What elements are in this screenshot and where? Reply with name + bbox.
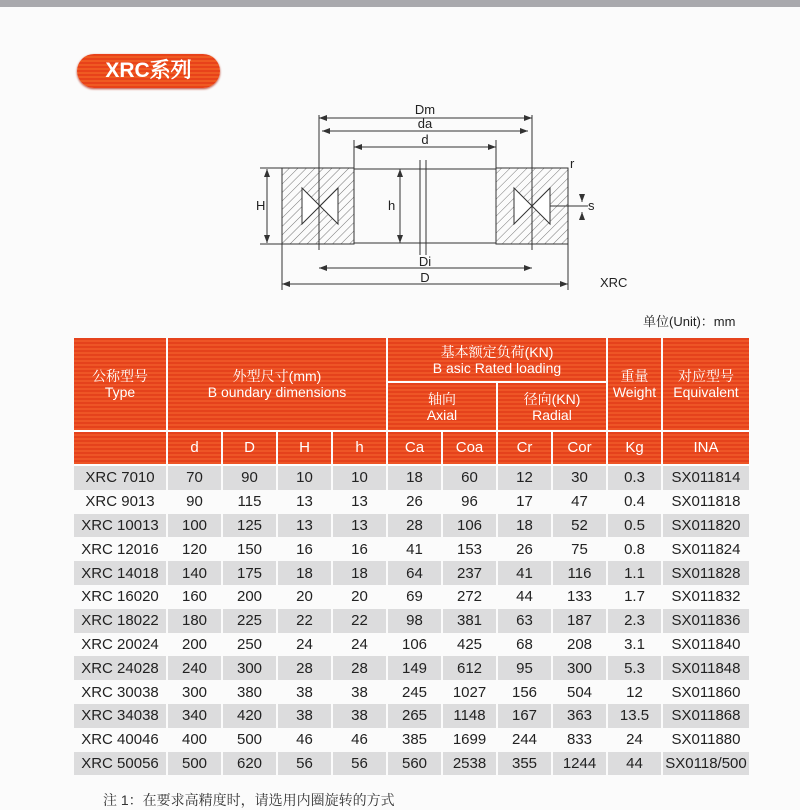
table-cell: 13: [278, 514, 331, 538]
table-row: [74, 752, 749, 776]
table-cell: 63: [498, 609, 551, 633]
table-row: [74, 633, 749, 657]
label-Di: Di: [418, 254, 432, 269]
table-cell: 10: [278, 466, 331, 490]
header-type: 公称型号 Type: [74, 338, 166, 432]
table-cell: 420: [223, 704, 276, 728]
table-row: [74, 609, 749, 633]
table-cell: 64: [388, 561, 441, 585]
table-cell: 22: [278, 609, 331, 633]
table-cell: 106: [401, 635, 428, 653]
table-cell: 363: [553, 704, 606, 728]
table-cell: 385: [401, 731, 428, 749]
table-row: [74, 537, 749, 561]
table-row: [74, 656, 749, 680]
table-cell: 240: [168, 656, 221, 680]
table-cell: 38: [333, 704, 386, 728]
table-cell: XRC 10013: [74, 514, 166, 538]
table-cell: 13.5: [608, 704, 661, 728]
table-cell: 10: [333, 466, 386, 490]
table-cell: 175: [223, 561, 276, 585]
table-cell: 28: [388, 514, 441, 538]
subheader-blank: [74, 432, 166, 466]
subheader-ca: Ca: [388, 432, 441, 466]
table-cell: 225: [223, 609, 276, 633]
table-cell: SX011818: [671, 493, 741, 511]
table-cell: 612: [443, 656, 496, 680]
subheader-d: d: [168, 432, 221, 466]
label-r: r: [570, 156, 575, 171]
table-cell: 2.3: [608, 609, 661, 633]
table-cell: 0.3: [608, 466, 661, 490]
subheader-h: h: [333, 432, 386, 466]
label-H: H: [256, 198, 266, 213]
table-row: [74, 704, 749, 728]
table-cell: 24: [296, 635, 313, 653]
table-cell: SX011840: [671, 635, 741, 653]
bearing-cross-section-diagram: [240, 90, 640, 300]
table-cell: 3.1: [624, 635, 645, 653]
table-cell: SX011832: [671, 588, 741, 606]
table-cell: 52: [553, 514, 606, 538]
table-cell: XRC 40046: [81, 731, 159, 749]
table-cell: 18: [388, 466, 441, 490]
table-cell: 340: [168, 704, 221, 728]
table-cell: 425: [456, 635, 483, 653]
table-cell: 560: [388, 752, 441, 776]
table-cell: 44: [608, 752, 661, 776]
header-equivalent: 对应型号 Equivalent: [663, 338, 749, 432]
table-cell: 56: [278, 752, 331, 776]
table-cell: 160: [181, 588, 208, 606]
table-cell: 13: [296, 493, 313, 511]
table-cell: 200: [181, 635, 208, 653]
label-s: s: [588, 198, 595, 213]
table-cell: XRC 18022: [74, 609, 166, 633]
table-cell: 13: [333, 514, 386, 538]
table-cell: 20: [296, 588, 313, 606]
subheader-coa: Coa: [443, 432, 496, 466]
table-cell: 22: [333, 609, 386, 633]
table-cell: 98: [388, 609, 441, 633]
table-cell: 140: [168, 561, 221, 585]
table-cell: 1027: [452, 683, 487, 701]
label-dm: Dm: [414, 102, 436, 117]
table-cell: 355: [498, 752, 551, 776]
table-cell: 300: [553, 656, 606, 680]
header-load: 基本额定负荷(KN) B asic Rated loading: [388, 338, 606, 383]
table-cell: 12: [626, 683, 643, 701]
table-cell: 500: [168, 752, 221, 776]
unit-label: 单位(Unit)：mm: [643, 314, 736, 329]
table-cell: 46: [296, 731, 313, 749]
table-row: [74, 466, 749, 490]
subheader-ina: INA: [663, 432, 749, 466]
table-cell: 244: [511, 731, 538, 749]
table-cell: 90: [186, 493, 203, 511]
table-cell: XRC 50056: [74, 752, 166, 776]
table-cell: 116: [553, 561, 606, 585]
table-cell: 18: [498, 514, 551, 538]
table-cell: 115: [237, 493, 262, 511]
table-cell: XRC 7010: [74, 466, 166, 490]
table-cell: 380: [236, 683, 263, 701]
table-cell: 245: [401, 683, 428, 701]
table-row: [74, 680, 749, 704]
table-cell: 265: [388, 704, 441, 728]
table-cell: 300: [223, 656, 276, 680]
table-cell: 56: [333, 752, 386, 776]
table-cell: 18: [278, 561, 331, 585]
table-cell: SX011814: [663, 466, 749, 490]
footnote: 注 1：在要求高精度时，请选用内圈旋转的方式: [103, 792, 395, 808]
table-cell: 70: [168, 466, 221, 490]
table-cell: 120: [181, 540, 208, 558]
table-cell: 20: [351, 588, 368, 606]
table-cell: 5.3: [608, 656, 661, 680]
table-row: [74, 728, 749, 752]
table-cell: 38: [278, 704, 331, 728]
table-cell: XRC 34038: [74, 704, 166, 728]
table-cell: 28: [333, 656, 386, 680]
table-row: [74, 585, 749, 609]
table-row: [74, 561, 749, 585]
label-h: h: [388, 198, 396, 213]
table-cell: 620: [223, 752, 276, 776]
table-cell: 1148: [443, 704, 496, 728]
table-cell: 300: [181, 683, 208, 701]
table-cell: 16: [296, 540, 313, 558]
table-cell: 17: [516, 493, 533, 511]
table-cell: 44: [516, 588, 533, 606]
section-title: XRC系列: [77, 54, 220, 88]
table-cell: 0.8: [624, 540, 645, 558]
table-cell: 0.5: [608, 514, 661, 538]
table-cell: 250: [236, 635, 263, 653]
table-cell: 24: [351, 635, 368, 653]
table-cell: XRC 14018: [74, 561, 166, 585]
table-cell: 41: [498, 561, 551, 585]
table-cell: 381: [443, 609, 496, 633]
table-cell: 13: [351, 493, 368, 511]
table-cell: XRC 9013: [85, 493, 155, 511]
table-cell: 2538: [443, 752, 496, 776]
header-axial: 轴向 Axial: [388, 383, 496, 432]
table-cell: SX011880: [671, 731, 741, 749]
table-cell: 24: [626, 731, 643, 749]
table-cell: 90: [223, 466, 276, 490]
table-row: [74, 490, 749, 514]
table-cell: 0.4: [624, 493, 645, 511]
header-boundary: 外型尺寸(mm) B oundary dimensions: [168, 338, 386, 432]
table-cell: 153: [456, 540, 483, 558]
table-cell: 149: [388, 656, 441, 680]
table-cell: 26: [516, 540, 533, 558]
table-cell: 125: [223, 514, 276, 538]
table-cell: SX011868: [663, 704, 749, 728]
table-cell: 1.1: [608, 561, 661, 585]
table-cell: 16: [351, 540, 368, 558]
table-cell: SX011848: [663, 656, 749, 680]
table-cell: 500: [236, 731, 263, 749]
table-cell: 237: [443, 561, 496, 585]
table-cell: 47: [571, 493, 588, 511]
table-cell: 96: [461, 493, 478, 511]
table-cell: 180: [168, 609, 221, 633]
table-cell: XRC 16020: [81, 588, 159, 606]
table-cell: 150: [236, 540, 263, 558]
table-cell: 133: [566, 588, 593, 606]
table-cell: 504: [566, 683, 593, 701]
table-cell: 41: [406, 540, 423, 558]
table-cell: 167: [498, 704, 551, 728]
table-cell: XRC 24028: [74, 656, 166, 680]
table-cell: 833: [566, 731, 593, 749]
subheader-cor: Cor: [553, 432, 606, 466]
subheader-kg: Kg: [608, 432, 661, 466]
table-cell: 272: [456, 588, 483, 606]
table-cell: 60: [443, 466, 496, 490]
table-cell: 1699: [452, 731, 487, 749]
table-cell: XRC 20024: [81, 635, 159, 653]
table-cell: 200: [236, 588, 263, 606]
table-cell: 400: [181, 731, 208, 749]
table-cell: 1244: [553, 752, 606, 776]
table-cell: SX011828: [663, 561, 749, 585]
table-cell: 28: [278, 656, 331, 680]
top-bar: [0, 0, 800, 7]
subheader-d: D: [223, 432, 276, 466]
subheader-h: H: [278, 432, 331, 466]
table-cell: 69: [406, 588, 423, 606]
table-cell: 68: [516, 635, 533, 653]
table-cell: SX0118/500: [663, 752, 749, 776]
header-radial: 径向(KN) Radial: [498, 383, 606, 432]
table-cell: 18: [333, 561, 386, 585]
table-cell: 100: [168, 514, 221, 538]
table-cell: SX011860: [671, 683, 741, 701]
header-weight: 重量 Weight: [608, 338, 661, 432]
table-cell: 12: [498, 466, 551, 490]
label-d: d: [421, 132, 429, 147]
table-cell: 38: [296, 683, 313, 701]
table-cell: SX011836: [663, 609, 749, 633]
diagram-caption: XRC: [600, 275, 628, 290]
table-cell: 38: [351, 683, 368, 701]
label-D: D: [420, 270, 430, 285]
table-cell: XRC 12016: [81, 540, 159, 558]
table-cell: 106: [443, 514, 496, 538]
table-cell: 30: [553, 466, 606, 490]
table-cell: 187: [553, 609, 606, 633]
table-cell: 46: [351, 731, 368, 749]
label-da: da: [417, 116, 433, 131]
table-cell: SX011820: [663, 514, 749, 538]
table-cell: 156: [511, 683, 538, 701]
table-row: [74, 514, 749, 538]
table-cell: XRC 30038: [81, 683, 159, 701]
subheader-cr: Cr: [498, 432, 551, 466]
table-cell: 75: [571, 540, 588, 558]
specifications-table: [72, 338, 751, 775]
table-cell: 95: [498, 656, 551, 680]
table-cell: 208: [566, 635, 593, 653]
table-cell: 26: [406, 493, 423, 511]
table-cell: SX011824: [671, 540, 741, 558]
table-cell: 1.7: [624, 588, 645, 606]
